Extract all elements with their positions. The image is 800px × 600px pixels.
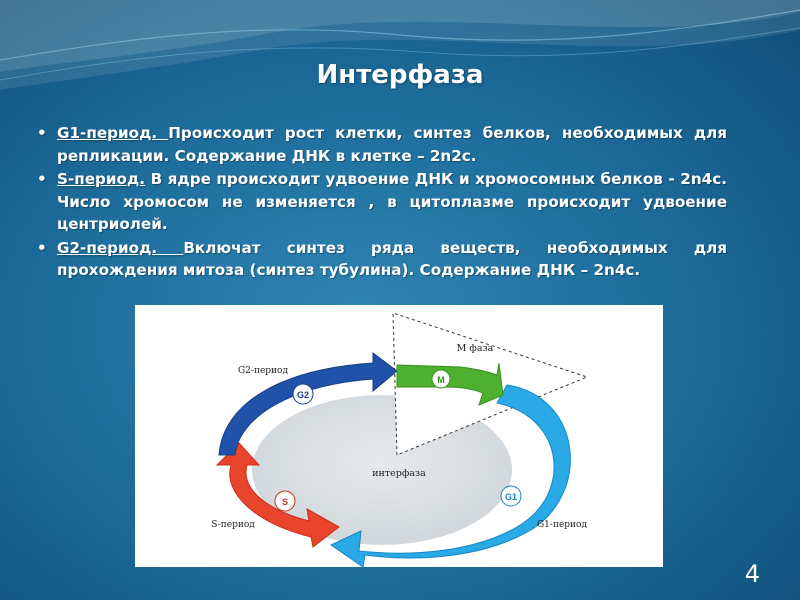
bullet-dot: • (37, 238, 47, 257)
g2-label: G2-период (237, 366, 289, 376)
interphase-label: интерфаза (372, 468, 426, 479)
bullet-s (35, 168, 727, 236)
g2-badge: G2 (296, 390, 310, 400)
slide-number: 4 (744, 560, 760, 588)
m-phase-label: М фаза (456, 343, 494, 354)
bullet-term: S-период. (57, 170, 146, 188)
cell-cycle-diagram (135, 305, 663, 567)
slide-title: Интерфаза (316, 60, 484, 90)
g1-badge: G1 (504, 492, 518, 502)
bullet-g1 (35, 122, 727, 167)
m-badge: M (437, 375, 445, 385)
decorative-wave (0, 0, 800, 110)
bullet-text: Происходит рост клетки, синтез белков, необходимых для репликации. Содержание ДНК в клетке – 2n2c. (57, 124, 728, 165)
bullet-dot: • (37, 124, 47, 142)
bullet-g2 (35, 237, 727, 282)
bullet-list (35, 122, 727, 283)
s-label: S-период (211, 520, 255, 530)
bullet-text: Включат синтез ряда веществ, необходимых для прохождения митоза (синтез тубулина). Содержание ДНК – 2n4c. (57, 238, 727, 279)
cell-cycle-svg (135, 305, 663, 567)
g1-label: G1-период (536, 520, 588, 530)
bullet-text: В ядре происходит удвоение ДНК и хромосомных белков - 2n4c. Число хромосом не изменяется , в цитоплазме происходит удвоение центриолей. (57, 170, 727, 233)
bullet-term: G1-период. (57, 124, 169, 142)
s-badge: S (281, 497, 289, 507)
bullet-dot: • (37, 170, 47, 188)
bullet-term: G2-период. (57, 238, 184, 257)
